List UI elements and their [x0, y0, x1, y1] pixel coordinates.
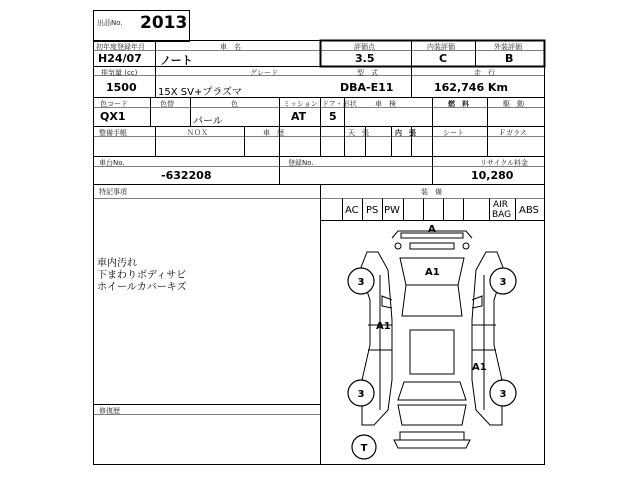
- interior-trim-label: 内 張: [395, 129, 416, 137]
- transmission-label: ミッション: [283, 100, 318, 108]
- inspection-label: 車 検: [375, 100, 396, 108]
- front-vent: [410, 243, 454, 249]
- lot-label: 出品No.: [97, 19, 123, 27]
- mileage-label: 走 行: [474, 69, 495, 77]
- roof: [410, 330, 454, 374]
- equipment-label: 装 備: [421, 188, 442, 196]
- headliner-label: 天 張: [348, 129, 369, 137]
- damage-mark: A1: [376, 321, 391, 332]
- notes-label: 特記事項: [99, 188, 127, 196]
- tire-mark: T: [360, 443, 368, 454]
- repair-history-label: 修復歴: [99, 407, 120, 415]
- windshield: [402, 285, 462, 316]
- equip-airbag-bottom: BAG: [492, 210, 512, 220]
- tire-mark: 3: [499, 389, 507, 400]
- displacement-label: 排気量 (cc): [101, 69, 138, 77]
- lot-number: 2013: [140, 13, 188, 33]
- nox-label: ＮＯＸ: [187, 129, 208, 137]
- chassis-value: -632208: [161, 169, 212, 182]
- headlight-left: [395, 243, 401, 249]
- front-glass-label: Ｆガラス: [499, 129, 527, 137]
- note-line: ホイールカバーキズ: [97, 282, 187, 293]
- color-change-label: 色替: [160, 100, 174, 108]
- car-name-value: ノート: [160, 54, 193, 67]
- exterior-value: B: [505, 52, 514, 65]
- door-value: 5: [329, 110, 337, 123]
- mileage-value: 162,746 Km: [434, 81, 508, 94]
- trunk: [398, 405, 466, 425]
- headlight-right: [463, 243, 469, 249]
- color-value: パール: [193, 116, 223, 127]
- score-value: 3.5: [355, 52, 375, 65]
- tire-mark: 3: [357, 389, 365, 400]
- equip-airbag-top: AIR: [493, 200, 509, 210]
- tire-mark: 3: [357, 277, 365, 288]
- notes-text: [97, 258, 187, 294]
- fuel-label: 燃 料: [448, 100, 469, 108]
- model-value: DBA-E11: [340, 81, 394, 94]
- first-reg-label: 初年度登録年月: [96, 43, 145, 51]
- first-reg-value: H24/07: [98, 52, 142, 65]
- interior-label: 内装評価: [427, 43, 455, 51]
- drive-label: 駆 動: [503, 100, 524, 108]
- registration-label: 登録No.: [288, 159, 314, 167]
- car-name-label: 車 名: [220, 43, 241, 51]
- rear-bumper: [400, 432, 464, 440]
- rear-glass: [398, 382, 466, 400]
- color-label: 色: [231, 100, 238, 108]
- damage-mark: A1: [425, 267, 440, 278]
- color-code-value: QX1: [100, 110, 126, 123]
- note-line: 下まわりボディサビ: [97, 270, 187, 281]
- score-label: 評価点: [354, 43, 375, 51]
- rear-bumper-bottom: [394, 440, 470, 448]
- model-label: 型 式: [357, 69, 378, 77]
- grade-label: グレード: [250, 69, 278, 77]
- equip-ps: PS: [366, 205, 379, 216]
- interior-value: C: [439, 52, 448, 65]
- damage-mark: A: [428, 224, 436, 235]
- tire-mark: 3: [499, 277, 507, 288]
- chassis-label: 車台No.: [99, 159, 125, 167]
- color-code-label: 色コード: [100, 100, 128, 108]
- note-line: 車内汚れ: [97, 258, 137, 269]
- car-history-label: 車 歴: [263, 129, 284, 137]
- seat-label: シート: [443, 129, 464, 137]
- equip-pw: PW: [384, 205, 400, 216]
- exterior-label: 外装評価: [494, 43, 522, 51]
- grade-value: 15X SV+プラズマ: [158, 87, 242, 98]
- equip-abs: ABS: [519, 205, 539, 216]
- car-diagram: [321, 221, 544, 464]
- damage-mark: A1: [472, 362, 487, 373]
- door-label: ドア・形状: [322, 100, 357, 108]
- equip-ac: AC: [345, 205, 359, 216]
- recycle-label: リサイクル料金: [480, 159, 529, 167]
- transmission-value: AT: [291, 110, 307, 123]
- recycle-value: 10,280: [471, 169, 514, 182]
- displacement-value: 1500: [106, 81, 137, 94]
- maintenance-book-label: 整備手帳: [99, 129, 127, 137]
